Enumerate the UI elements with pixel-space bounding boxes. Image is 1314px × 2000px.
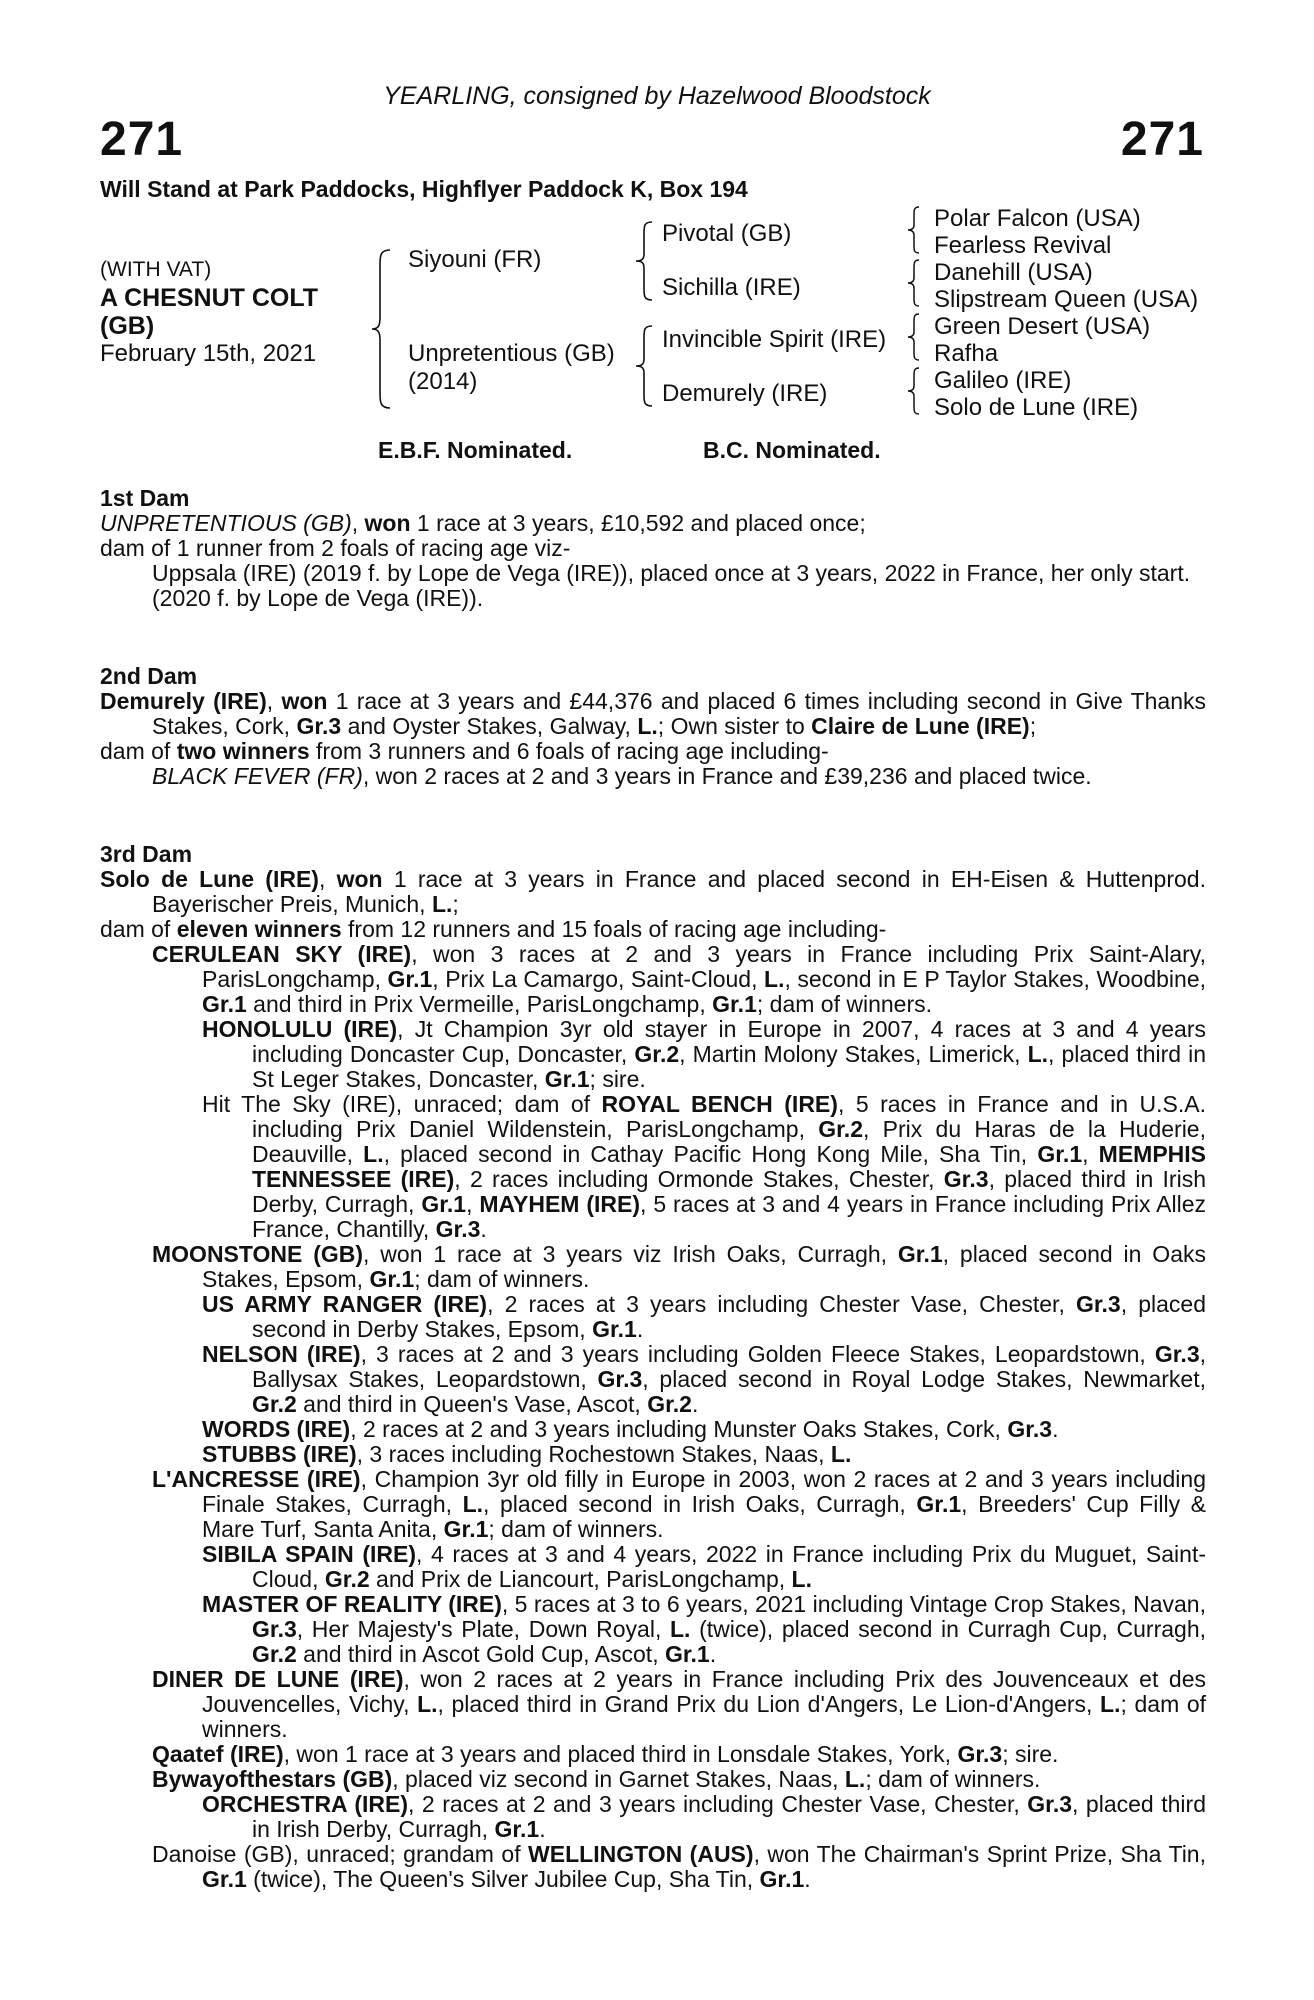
produce-entry: MOONSTONE (GB), won 1 race at 3 years viz Irish Oaks, Curragh, Gr.1, placed second in Oaks Stakes, Epsom, Gr.1; dam of winners. [152, 1241, 1206, 1292]
horse-origin: (GB) [100, 312, 155, 340]
produce-entry: ORCHESTRA (IRE), 2 races at 2 and 3 years including Chester Vase, Chester, Gr.3, placed third in Irish Derby, Curragh, Gr.1. [202, 1791, 1206, 1842]
ancestor-3: Danehill (USA) [934, 259, 1093, 286]
ebf-nomination: E.B.F. Nominated. [378, 437, 573, 463]
produce-entry: Uppsala (IRE) (2019 f. by Lope de Vega (IRE)), placed once at 3 years, 2022 in France, her only start. [152, 560, 1191, 586]
dam-sire-name: Invincible Spirit (IRE) [662, 326, 887, 353]
page-header-title: YEARLING, consigned by Hazelwood Bloodstock [383, 82, 931, 110]
ancestor-6: Rafha [934, 340, 999, 367]
first-dam-record: UNPRETENTIOUS (GB), won 1 race at 3 years, £10,592 and placed once; [100, 510, 866, 536]
pedigree-brace-sire [634, 220, 656, 302]
produce-entry: HONOLULU (IRE), Jt Champion 3yr old stayer in Europe in 2007, 4 races at 3 and 4 years including Doncaster Cup, Doncaster, Gr.2, Martin Molony Stakes, Limerick, L., placed third in St Leger Stakes, Doncaster, Gr.1; sire. [202, 1016, 1207, 1092]
lot-number-right: 271 [1120, 113, 1204, 166]
produce-entry: US ARMY RANGER (IRE), 2 races at 3 years including Chester Vase, Chester, Gr.3, placed second in Derby Stakes, Epsom, Gr.1. [202, 1291, 1206, 1342]
first-dam-section [100, 486, 1206, 611]
third-dam-record: Solo de Lune (IRE), won 1 race at 3 years in France and placed second in EH-Eisen & Huttenprod. Bayerischer Preis, Munich, L.; [100, 866, 1206, 917]
third-dam-section [100, 842, 1206, 1892]
second-dam-produce: dam of two winners from 3 runners and 6 foals of racing age including- [100, 738, 829, 764]
dam-name: Unpretentious (GB) [408, 340, 615, 367]
pedigree-brace-dam [634, 324, 656, 408]
produce-entry: WORDS (IRE), 2 races at 2 and 3 years including Munster Oaks Stakes, Cork, Gr.3. [202, 1416, 1059, 1442]
produce-entry: CERULEAN SKY (IRE), won 3 races at 2 and 3 years in France including Prix Saint-Alary, ParisLongchamp, Gr.1, Prix La Camargo, Saint-Cloud, L., second in E P Taylor Stakes, Woodbine, Gr.1 and third in Prix Vermeille, ParisLongchamp, Gr.1; dam of winners. [152, 941, 1206, 1017]
produce-entry: NELSON (IRE), 3 races at 2 and 3 years including Golden Fleece Stakes, Leopardstown, Gr.3, Ballysax Stakes, Leopardstown, Gr.3, placed second in Royal Lodge Stakes, Newmarket, Gr.2 and third in Queen's Vase, Ascot, Gr.2. [202, 1341, 1207, 1417]
vat-note: (WITH VAT) [100, 258, 212, 281]
first-dam-heading: 1st Dam [100, 485, 190, 511]
lot-number-left: 271 [100, 113, 184, 166]
pedigree-brace-g4 [906, 366, 922, 416]
ancestor-5: Green Desert (USA) [934, 313, 1151, 340]
produce-entry: SIBILA SPAIN (IRE), 4 races at 3 and 4 years, 2022 in France including Prix du Muguet, Saint-Cloud, Gr.2 and Prix de Liancourt, ParisLongchamp, L. [202, 1541, 1206, 1592]
horse-name: A CHESNUT COLT [100, 284, 319, 312]
ancestor-4: Slipstream Queen (USA) [934, 286, 1199, 313]
ancestor-2: Fearless Revival [934, 232, 1112, 259]
produce-entry: Hit The Sky (IRE), unraced; dam of ROYAL BENCH (IRE), 5 races in France and in U.S.A. including Prix Daniel Wildenstein, ParisLongchamp, Gr.2, Prix du Haras de la Huderie, Deauville, L., placed second in Cathay Pacific Hong Kong Mile, Sha Tin, Gr.1, MEMPHIS TENNESSEE (IRE), 2 races including Ormonde Stakes, Chester, Gr.3, placed third in Irish Derby, Curragh, Gr.1, MAYHEM (IRE), 5 races at 3 and 4 years in France including Prix Allez France, Chantilly, Gr.3. [202, 1091, 1207, 1242]
second-dam-record: Demurely (IRE), won 1 race at 3 years and £44,376 and placed 6 times including second in Give Thanks Stakes, Cork, Gr.3 and Oyster Stakes, Galway, L.; Own sister to Claire de Lune (IRE); [100, 688, 1207, 739]
horse-dob: February 15th, 2021 [100, 340, 317, 367]
ancestor-7: Galileo (IRE) [934, 367, 1072, 394]
pedigree-brace-g2 [906, 258, 922, 308]
pedigree-brace-g3 [906, 312, 922, 362]
stand-location: Will Stand at Park Paddocks, Highflyer Paddock K, Box 194 [100, 176, 748, 202]
ancestor-1: Polar Falcon (USA) [934, 205, 1141, 232]
second-dam-section [100, 664, 1206, 789]
dam-dam-name: Demurely (IRE) [662, 380, 828, 407]
bc-nomination: B.C. Nominated. [703, 437, 881, 463]
produce-entry: (2020 f. by Lope de Vega (IRE)). [152, 585, 484, 611]
second-dam-heading: 2nd Dam [100, 663, 198, 689]
pedigree-brace-main [370, 248, 394, 410]
produce-entry: Danoise (GB), unraced; grandam of WELLINGTON (AUS), won The Chairman's Sprint Prize, Sha Tin, Gr.1 (twice), The Queen's Silver Jubilee Cup, Sha Tin, Gr.1. [152, 1841, 1206, 1892]
sire-dam-name: Sichilla (IRE) [662, 274, 801, 301]
produce-entry: L'ANCRESSE (IRE), Champion 3yr old filly in Europe in 2003, won 2 races at 2 and 3 years including Finale Stakes, Curragh, L., placed second in Irish Oaks, Curragh, Gr.1, Breeders' Cup Filly & Mare Turf, Santa Anita, Gr.1; dam of winners. [152, 1466, 1206, 1542]
produce-entry: MASTER OF REALITY (IRE), 5 races at 3 to 6 years, 2021 including Vintage Crop Stakes, Navan, Gr.3, Her Majesty's Plate, Down Royal, L. (twice), placed second in Curragh Cup, Curragh, Gr.2 and third in Ascot Gold Cup, Ascot, Gr.1. [202, 1591, 1206, 1667]
third-dam-heading: 3rd Dam [100, 841, 193, 867]
sire-name: Siyouni (FR) [408, 246, 542, 273]
ancestor-8: Solo de Lune (IRE) [934, 394, 1139, 421]
dam-year: (2014) [408, 368, 478, 395]
produce-entry: Bywayofthestars (GB), placed viz second in Garnet Stakes, Naas, L.; dam of winners. [152, 1766, 1041, 1792]
pedigree-brace-g1 [906, 205, 922, 255]
third-dam-produce: dam of eleven winners from 12 runners and 15 foals of racing age including- [100, 916, 887, 942]
produce-entry: Qaatef (IRE), won 1 race at 3 years and placed third in Lonsdale Stakes, York, Gr.3; sire. [152, 1741, 1059, 1767]
produce-entry: STUBBS (IRE), 3 races including Rochestown Stakes, Naas, L. [202, 1441, 852, 1467]
produce-entry: DINER DE LUNE (IRE), won 2 races at 2 years in France including Prix des Jouvenceaux et des Jouvencelles, Vichy, L., placed third in Grand Prix du Lion d'Angers, Le Lion-d'Angers, L.; dam of winners. [152, 1666, 1206, 1742]
first-dam-produce: dam of 1 runner from 2 foals of racing age viz- [100, 535, 571, 561]
produce-entry: BLACK FEVER (FR), won 2 races at 2 and 3 years in France and £39,236 and placed twice. [152, 763, 1092, 789]
sire-sire-name: Pivotal (GB) [662, 220, 792, 247]
